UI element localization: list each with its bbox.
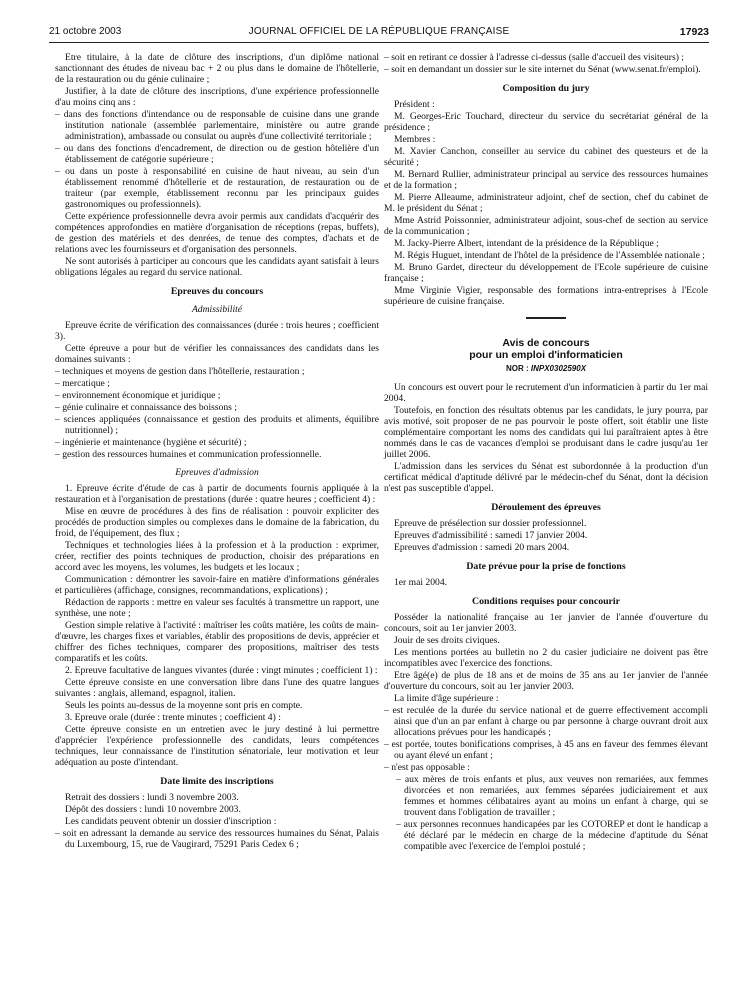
page-header [49,26,709,40]
paragraph: Epreuves d'admission : samedi 20 mars 2004. [394,542,570,553]
list-item: – soit en demandant un dossier sur le site internet du Sénat (www.senat.fr/emploi). [384,64,701,75]
list-item: – ou dans un poste à responsabilité en cuisine de haut niveau, au sein d'un établissement renommé d'hôtellerie et de restauration, de restauration ou de traiteur (par exemple, établissement reconnu par les principaux guides gastronomiques ou professionnels). [55,166,379,210]
paragraph: 1. Epreuve écrite d'étude de cas à partir de documents fournis appliquée à la restauration et à l'organisation de prestations (durée : quatre heures ; coefficient 4) : [55,483,379,505]
paragraph: Retrait des dossiers : lundi 3 novembre 2003. [65,792,239,803]
jury-member: Mme Virginie Vigier, responsable des formations intra-entreprises à l'Ecole supérieure de cuisine française. [384,285,708,307]
nor-reference: NOR : INPX0302590X [505,364,587,373]
list-item: – est reculée de la durée du service national et de guerre effectivement accompli ainsi que d'un an par enfant à charge ou par personne à charge ouvrant droit aux allocations prévues pour les handicapés ; [384,705,708,738]
notice-title-block [384,337,708,374]
list-item: – soit en adressant la demande au service des ressources humaines du Sénat, Palais du Luxembourg, 15, rue de Vaugirard, 75291 Paris Cedex 6 ; [55,828,379,850]
list-item: – sciences appliquées (connaissance et gestion des produits et aliments, équilibre nutritionnel) ; [55,414,379,436]
jury-member: M. Pierre Alleaume, administrateur adjoint, chef de section, chef du cabinet de M. le président du Sénat ; [384,192,708,214]
list-item: – aux mères de trois enfants et plus, aux veuves non remariées, aux femmes divorcées et non remariées, aux femmes séparées judiciairement et aux femmes et hommes célibataires ayant au moins un enfant à charge, qui se trouvent dans l'obligation de travailler ; [396,774,708,818]
jury-member: M. Régis Huguet, intendant de l'hôtel de la présidence de l'Assemblée nationale ; [394,250,705,261]
list-item: – soit en retirant ce dossier à l'adresse ci-dessus (salle d'accueil des visiteurs) ; [384,52,684,63]
list-item: – dans des fonctions d'intendance ou de responsable de cuisine dans une grande institution nationale (assemblée parlementaire, ministère ou autre grande administration), ambassade ou consulat ou auprès d'une collectivité territoriale ; [55,109,379,142]
paragraph: Cette expérience professionnelle devra avoir permis aux candidats d'acquérir des compétences approfondies en matière d'organisation de réceptions (repas, buffets), de gestion des matériels et des denrées, de tenue des comptes, d'achats et de relations avec les fournisseurs et d'organisation des personnels. [55,211,379,255]
paragraph: Jouir de ses droits civiques. [394,635,500,646]
paragraph: 3. Epreuve orale (durée : trente minutes ; coefficient 4) : [65,712,281,723]
paragraph: Cette épreuve consiste en un entretien avec le jury destiné à lui permettre d'apprécier l'expérience professionnelle des candidats, leurs compétences techniques, leur connaissance de l'institution sénatoriale, leur motivation et leur adéquation au poste d'intendant. [55,724,379,768]
paragraph: 1er mai 2004. [394,577,448,588]
list-item: – est portée, toutes bonifications comprises, à 45 ans en faveur des femmes élevant ou ayant élevé un enfant ; [384,739,708,761]
paragraph: Cette épreuve consiste en une conversation libre dans l'une des quatre langues suivantes : anglais, allemand, espagnol, italien. [55,677,379,699]
jury-member: M. Xavier Canchon, conseiller au service du cabinet des questeurs et de la sécurité ; [384,146,708,168]
jury-member: M. Jacky-Pierre Albert, intendant de la présidence de la République ; [394,238,659,249]
list-item: – environnement économique et juridique ; [55,390,221,401]
list-item: – techniques et moyens de gestion dans l'hôtellerie, restauration ; [55,366,305,377]
list-item: – aux personnes reconnues handicapées par les COTOREP et dont le handicap a été déclaré par le médecin en charge de la médecine d'aptitude du Sénat compatible avec l'exercice de l'emploi postulé ; [396,819,708,852]
left-column [55,52,379,851]
list-item: – ou dans des fonctions d'encadrement, de direction ou de gestion hôtelière d'un établissement de catégorie supérieure ; [55,143,379,165]
paragraph: Communication : démontrer les savoir-faire en matière d'informations générales et particulières (affichage, consignes, recommandations, explications) ; [55,574,379,596]
paragraph: 2. Epreuve facultative de langues vivantes (durée : vingt minutes ; coefficient 1) : [65,665,378,676]
paragraph: Etre âgé(e) de plus de 18 ans et de moins de 35 ans au 1er janvier de l'année d'ouverture du concours, soit au 1er janvier 2003. [384,670,708,692]
paragraph: Epreuve écrite de vérification des connaissances (durée : trois heures ; coefficient 3). [55,320,379,342]
header-rule [49,42,709,43]
jury-member: M. Bruno Gardet, directeur du développement de l'Ecole supérieure de cuisine française ; [384,262,708,284]
paragraph: Seuls les points au-dessus de la moyenne sont pris en compte. [65,700,303,711]
paragraph: Toutefois, en fonction des résultats obtenus par les candidats, le jury pourra, par avis motivé, soit proposer de ne pas pourvoir le poste offert, soit établir une liste complémentaire comportant les noms des candidats qui lui paraîtraient aptes à être nommés dans le cas de vacances d'emploi se produisant dans le cadre jusqu'au 1er juillet 2006. [384,405,708,460]
notice-title: Avis de concours [502,337,590,349]
page-number: 17923 [679,26,709,38]
section-heading: Conditions requises pour concourir [472,596,620,607]
subsection-heading: Epreuves d'admission [175,467,259,478]
list-item: – mercatique ; [55,378,110,389]
paragraph: Justifier, à la date de clôture des inscriptions, d'une expérience professionnelle d'au moins cinq ans : [55,86,379,108]
paragraph: Dépôt des dossiers : lundi 10 novembre 2003. [65,804,241,815]
section-heading: Déroulement des épreuves [491,502,601,513]
paragraph: Etre titulaire, à la date de clôture des inscriptions, d'un diplôme national sanctionnant des études de niveau bac + 2 ou plus dans le domaine de l'hôtellerie, de la restauration ou du génie culinaire ; [55,52,379,85]
paragraph: Epreuve de présélection sur dossier professionnel. [394,518,587,529]
section-heading: Date prévue pour la prise de fonctions [466,561,626,572]
paragraph: Gestion simple relative à l'activité : maîtriser les coûts matière, les coûts de main-d'œuvre, les charges fixes et variables, établir des propositions de devis, apprécier et chiffrer des fiches techniques, comparer des propositions, maîtriser des tests comparatifs et les coûts. [55,620,379,664]
list-item: – gestion des ressources humaines et communication professionnelle. [55,449,322,460]
paragraph: Ne sont autorisés à participer au concours que les candidats ayant satisfait à leurs obligations légales au regard du service national. [55,256,379,278]
paragraph: Les candidats peuvent obtenir un dossier d'inscription : [65,816,277,827]
right-column [384,52,708,853]
section-separator [526,317,566,319]
jury-member: M. Bernard Rullier, administrateur principal au service des ressources humaines et de la formation ; [384,169,708,191]
jury-member: M. Georges-Eric Touchard, directeur du service du secrétariat général de la présidence ; [384,111,708,133]
paragraph: Un concours est ouvert pour le recrutement d'un informaticien à partir du 1er mai 2004. [384,382,708,404]
section-heading: Epreuves du concours [170,286,264,297]
jury-label: Membres : [394,134,436,145]
subsection-heading: Admissibilité [191,304,243,315]
paragraph: Epreuves d'admissibilité : samedi 17 janvier 2004. [394,530,588,541]
journal-title: JOURNAL OFFICIEL DE LA RÉPUBLIQUE FRANÇAISE [248,26,510,37]
section-heading: Composition du jury [502,83,590,94]
jury-member: Mme Astrid Poissonnier, administrateur adjoint, sous-chef de section au service de la communication ; [384,215,708,237]
list-item: – ingénierie et maintenance (hygiène et sécurité) ; [55,437,247,448]
notice-subtitle: pour un emploi d'informaticien [469,349,623,361]
paragraph: Les mentions portées au bulletin no 2 du casier judiciaire ne doivent pas être incompatibles avec l'exercice des fonctions. [384,647,708,669]
jury-label: Président : [394,99,435,110]
section-heading: Date limite des inscriptions [160,776,274,787]
paragraph: Cette épreuve a pour but de vérifier les connaissances des candidats dans les domaines suivants : [55,343,379,365]
nor-code: INPX0302590X [530,364,587,373]
list-item: – génie culinaire et connaissance des boissons ; [55,402,237,413]
header-date: 21 octobre 2003 [49,26,122,37]
paragraph: Techniques et technologies liées à la profession et à la production : exprimer, créer, rectifier des points techniques de production, choisir des préparations en accord avec les moyens, les volumes, les budgets et les locaux ; [55,540,379,573]
paragraph: Rédaction de rapports : mettre en valeur ses facultés à transmettre un rapport, une synthèse, une note ; [55,597,379,619]
paragraph: Posséder la nationalité française au 1er janvier de l'année d'ouverture du concours, soit au 1er janvier 2003. [384,612,708,634]
list-item: – n'est pas opposable : [384,762,470,773]
paragraph: L'admission dans les services du Sénat est subordonnée à la production d'un certificat médical d'aptitude délivré par le médecin-chef du Sénat, dont la décision n'est pas susceptible d'appel. [384,461,708,494]
paragraph: La limite d'âge supérieure : [394,693,499,704]
paragraph: Mise en œuvre de procédures à des fins de réalisation : pouvoir expliciter des procédés de production simples ou complexes dans le domaine de la fabrication, du froid, de l'équipement, des flux ; [55,506,379,539]
